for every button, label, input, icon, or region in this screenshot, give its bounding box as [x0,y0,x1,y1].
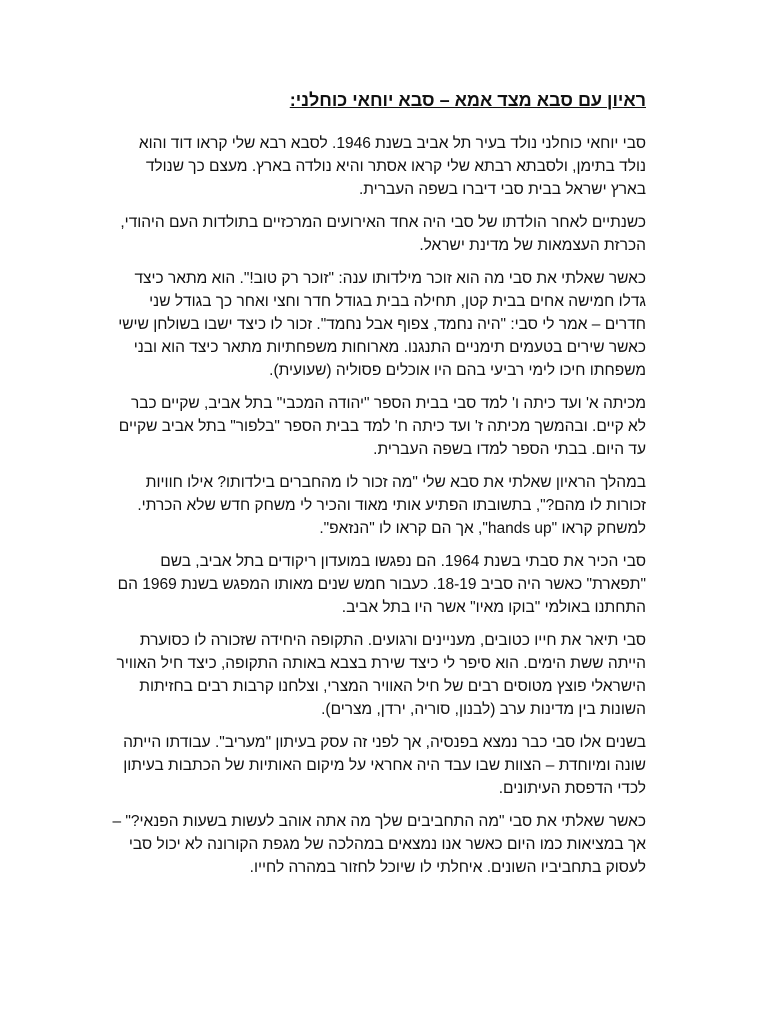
paragraph-friends: במהלך הראיון שאלתי את סבא שלי "מה זכור לו מהחברים בילדותו? אילו חוויות זכורות לו מהם?", בתשובתו הפתיע אותי מאוד והכיר לי משחק חדש שלא הכרתי. למשחק קראו "hands up", אך הם קראו לו "הנזאפ". [137,474,646,537]
paragraph-independence: כשנתיים לאחר הולדתו של סבי היה אחד האירועים המרכזיים בתולדות העם היהודי, הכרזת העצמאות של מדינת ישראל. [120,214,646,254]
document-title: ראיון עם סבא מצד אמא – סבא יוחאי כוחלני: [289,90,646,110]
paragraph-childhood: כאשר שאלתי את סבי מה הוא זוכר מילדותו ענה: "זוכר רק טוב!". הוא מתאר כיצד גדלו חמישה אחים בבית קטן, תחילה בבית בגודל חדר וחצי ואחר כך בגודל שני חדרים – אמר לי סבי: "היה נחמד, צפוף אבל נחמד". זכור לו כיצד ישבו בשולחן שישי כאשר שירים בטעמים תימניים התנגנו. מארוחות משפחתיות מתאר כיצד הוא ובני משפחתו חיכו לימי רביעי בהם היו אוכלים פסוליה (שעועית). [118,270,646,379]
paragraph-school: מכיתה א' ועד כיתה ו' למד סבי בבית הספר "יהודה המכבי" בתל אביב, שקיים כבר לא קיים. ובהמשך מכיתה ז' ועד כיתה ח' למד בבית הספר "בלפור" בתל אביב שקיים עד היום. בבתי הספר למדו בשפה העברית. [118,395,646,458]
paragraph-birth: סבי יוחאי כוחלני נולד בעיר תל אביב בשנת 1946. לסבא רבא שלי קראו דוד והוא נולד בתימן, ולסבתא רבתא שלי קראו אסתר והיא נולדה בארץ. מעצם כך שנולד בארץ ישראל בבית סבי דיברו בשפה העברית. [138,135,646,198]
document-page [110,88,646,889]
paragraph-war: סבי תיאר את חייו כטובים, מעניינים ורגועים. התקופה היחידה שזכורה לו כסוערת הייתה ששת הימים. הוא סיפר לי כיצד שירת בצבא באותה התקופה, כיצד חיל האוויר הישראלי פוצץ מטוסים רבים של חיל האוויר המצרי, וצלחנו קרבות רבים בחזיתות השונות בין מדינות ערב (לבנון, סוריה, ירדן, מצרים). [116,632,646,718]
paragraph-marriage: סבי הכיר את סבתי בשנת 1964. הם נפגשו במועדון ריקודים בתל אביב, בשם "תפארת" כאשר היה סביב 18-19. כעבור חמש שנים מאותו המפגש בשנת 1969 הם התחתנו באולמי "בוקו מאיו" אשר היו בתל אביב. [117,553,646,616]
paragraph-hobbies: כאשר שאלתי את סבי "מה התחביבים שלך מה אתה אוהב לעשות בשעות הפנאי?" – אך במציאות כמו היום כאשר אנו נמצאים במהלכה של מגפת הקורונה לא יכול סבי לעסוק בתחביביו השונים. איחלתי לו שיוכל לחזור במהרה לחייו. [112,813,646,876]
paragraph-work: בשנים אלו סבי כבר נמצא בפנסיה, אך לפני זה עסק בעיתון "מעריב". עבודתו הייתה שונה ומיוחדת – הצוות שבו עבד היה אחראי על מיקום האותיות של הכתבות בעיתון לכדי הדפסת העיתונים. [123,734,646,797]
